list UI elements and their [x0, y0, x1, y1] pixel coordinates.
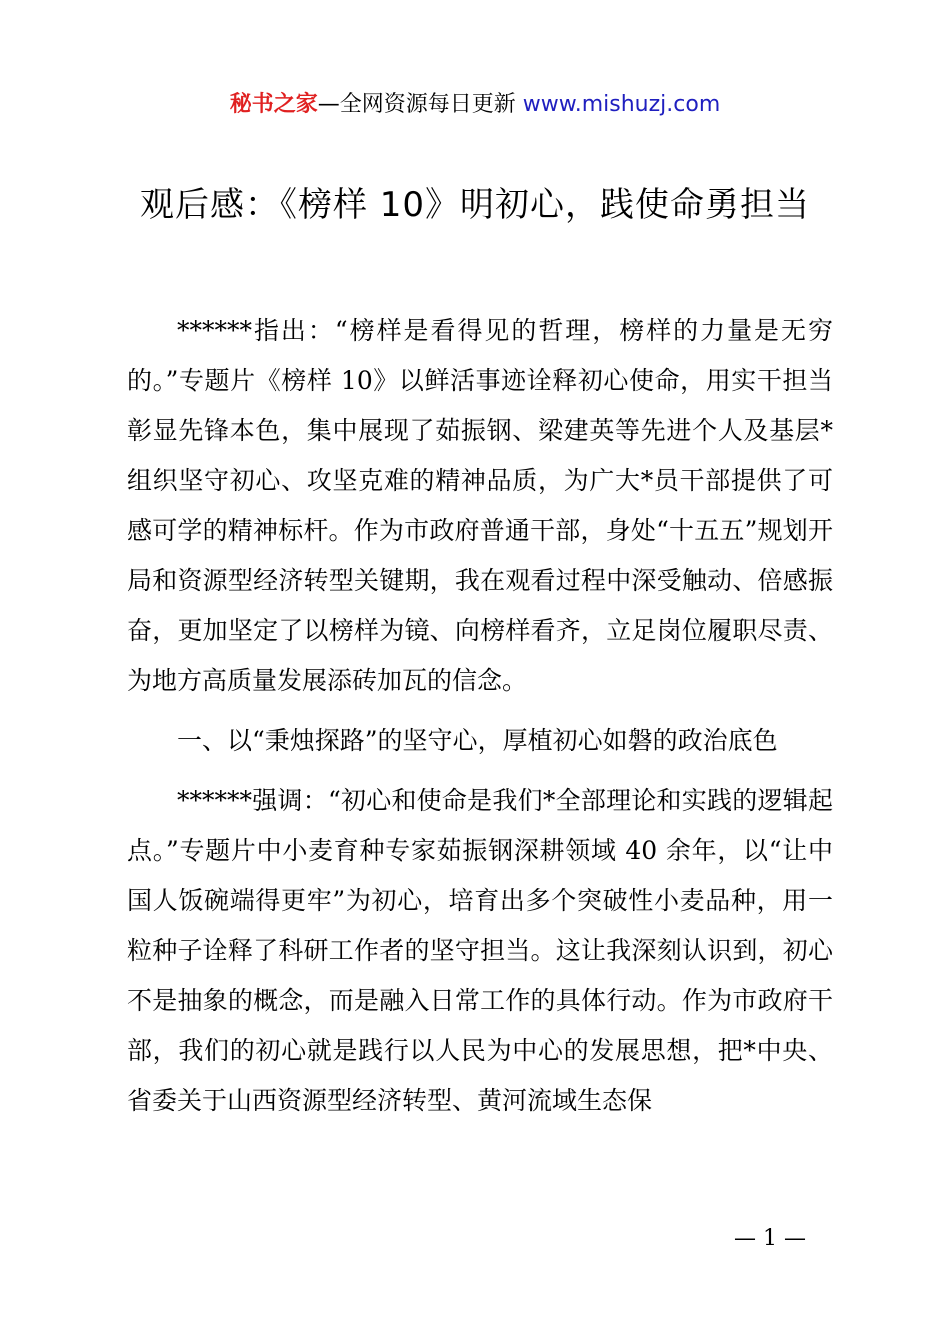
site-brand: 秘书之家	[229, 92, 318, 117]
paragraph-intro: ******指出：“榜样是看得见的哲理，榜样的力量是无穷的。”专题片《榜样 10》以鲜活事迹诠释初心使命，用实干担当彰显先锋本色，集中展现了茹振钢、梁建英等先进个人及基层*组织坚守初心、攻坚克难的精神品质，为广大*员干部提供了可感可学的精神标杆。作为市政府普通干部，身处“十五五”规划开局和资源型经济转型关键期，我在观看过程中深受触动、倍感振奋，更加坚定了以榜样为镜、向榜样看齐，立足岗位履职尽责、为地方高质量发展添砖加瓦的信念。	[127, 316, 833, 695]
site-url-link[interactable]: www.mishuzj.com	[522, 92, 721, 117]
section-heading-1: 一、以“秉烛探路”的坚守心，厚植初心如磐的政治底色	[177, 726, 778, 755]
page-number: — 1 —	[734, 1226, 806, 1251]
document-title: 观后感：《榜样 10》明初心，践使命勇担当	[139, 185, 811, 225]
paragraph-section-1: ******强调：“初心和使命是我们*全部理论和实践的逻辑起点。”专题片中小麦育种专家茹振钢深耕领域 40 余年，以“让中国人饭碗端得更牢”为初心，培育出多个突破性小麦品种，用一粒种子诠释了科研工作者的坚守担当。这让我深刻认识到，初心不是抽象的概念，而是融入日常工作的具体行动。作为市政府干部，我们的初心就是践行以人民为中心的发展思想，把*中央、省委关于山西资源型经济转型、黄河流域生态保	[127, 786, 833, 1115]
site-header	[0, 88, 950, 122]
site-tagline: —全网资源每日更新	[317, 92, 523, 117]
document-body	[127, 306, 833, 1126]
